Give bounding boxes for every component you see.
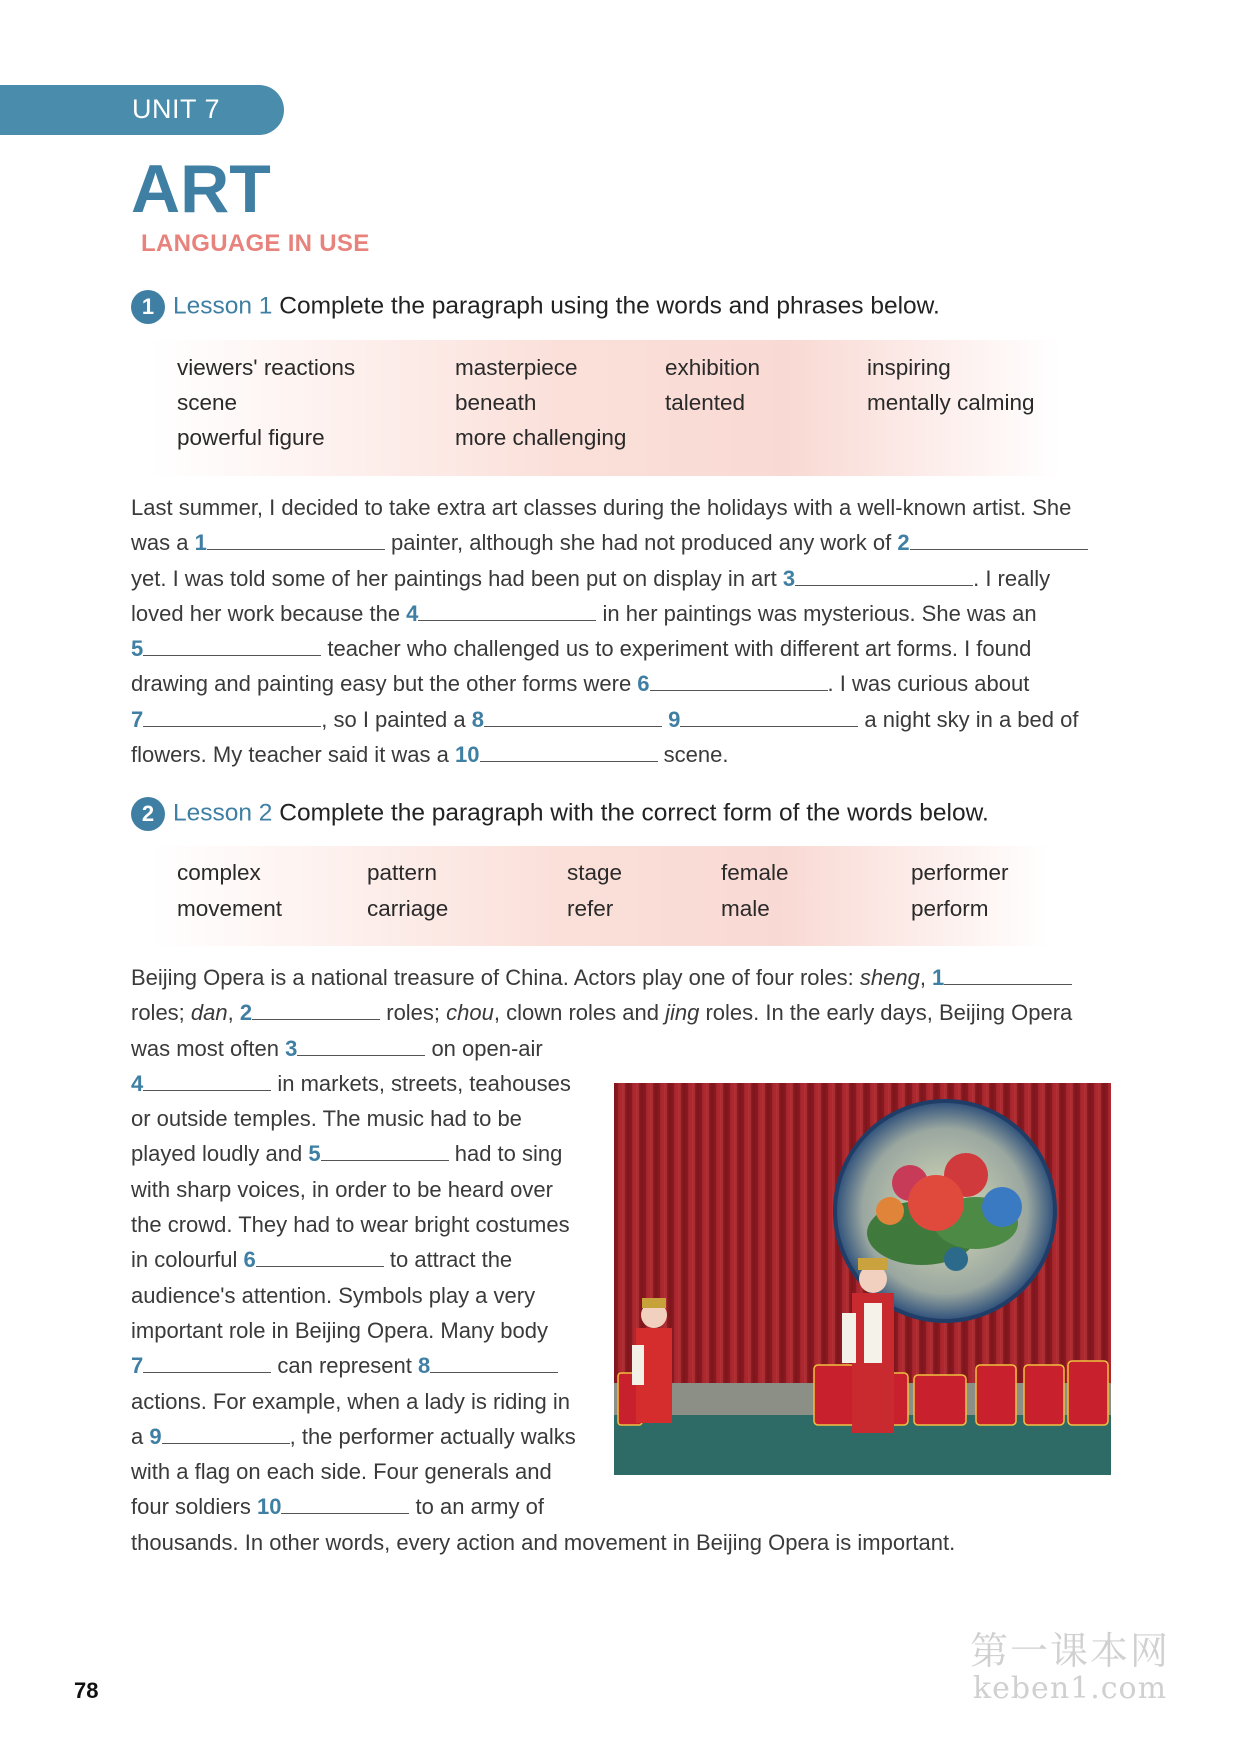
answer-blank[interactable] xyxy=(321,1138,449,1161)
paragraph-line: four soldiers 10 to an army of xyxy=(131,1489,1072,1524)
paragraph-line: thousands. In other words, every action and movement in Beijing Opera is important. xyxy=(131,1529,956,1555)
exercise-number-badge: 1 xyxy=(131,290,165,324)
word-item: refer xyxy=(567,896,614,921)
paragraph-line: 5 teacher who challenged us to experiment with different art forms. I found xyxy=(131,631,1088,666)
paragraph-line: audience's attention. Symbols play a very xyxy=(131,1282,536,1308)
page-number: 78 xyxy=(74,1678,99,1703)
paragraph-line: loved her work because the 4 in her paintings was mysterious. She was an xyxy=(131,596,1088,631)
paragraph-line: was most often 3 on open-air xyxy=(131,1031,1072,1066)
paragraph-line: important role in Beijing Opera. Many body xyxy=(131,1317,548,1343)
paragraph-line: played loudly and 5 had to sing xyxy=(131,1136,1072,1171)
word-item: complex xyxy=(177,860,261,885)
unit-tab xyxy=(0,85,284,135)
word-item: viewers' reactions xyxy=(177,355,356,380)
paragraph-line: 4 in markets, streets, teahouses xyxy=(131,1066,1072,1101)
lesson-label: Lesson 1 xyxy=(173,292,273,320)
word-item: carriage xyxy=(367,896,449,921)
answer-blank[interactable] xyxy=(162,1421,290,1444)
word-item: masterpiece xyxy=(455,355,578,380)
paragraph-line: the crowd. They had to wear bright costumes xyxy=(131,1212,570,1238)
paragraph-line: 7 , so I painted a 8 9 a night sky in a bed of xyxy=(131,702,1088,737)
answer-blank[interactable] xyxy=(297,1033,425,1056)
exercise-instruction: Complete the paragraph with the correct form of the words below. xyxy=(279,799,989,827)
word-item: movement xyxy=(177,896,283,921)
word-item: performer xyxy=(911,860,1009,885)
word-item: perform xyxy=(911,896,989,921)
paragraph-line: was a 1 painter, although she had not produced any work of 2 xyxy=(131,525,1088,560)
answer-blank[interactable] xyxy=(143,633,321,656)
answer-blank[interactable] xyxy=(680,704,858,727)
exercise-instruction: Complete the paragraph using the words and phrases below. xyxy=(279,292,940,320)
word-item: beneath xyxy=(455,390,537,415)
answer-blank[interactable] xyxy=(207,527,385,550)
lesson-label: Lesson 2 xyxy=(173,799,273,827)
word-item: powerful figure xyxy=(177,425,325,450)
answer-blank[interactable] xyxy=(143,704,321,727)
exercise-number-badge: 2 xyxy=(131,797,165,831)
answer-blank[interactable] xyxy=(256,1244,384,1267)
word-item: exhibition xyxy=(665,355,761,380)
paragraph-line: Beijing Opera is a national treasure of China. Actors play one of four roles: sheng, 1 xyxy=(131,960,1072,995)
word-item: male xyxy=(721,896,770,921)
answer-blank[interactable] xyxy=(650,668,828,691)
answer-blank[interactable] xyxy=(430,1350,558,1373)
answer-blank[interactable] xyxy=(944,962,1072,985)
word-item: stage xyxy=(567,860,623,885)
beijing-opera-photo xyxy=(614,1083,1111,1475)
word-item: mentally calming xyxy=(867,390,1035,415)
word-item: inspiring xyxy=(867,355,951,380)
answer-blank[interactable] xyxy=(480,739,658,762)
answer-blank[interactable] xyxy=(143,1350,271,1373)
paragraph-line: actions. For example, when a lady is riding in xyxy=(131,1388,570,1414)
answer-blank[interactable] xyxy=(281,1491,409,1514)
paragraph-line: Last summer, I decided to take extra art classes during the holidays with a well-known artist. She xyxy=(131,495,1072,520)
word-box-2 xyxy=(150,846,1050,946)
answer-blank[interactable] xyxy=(143,1068,271,1091)
page-title: ART xyxy=(131,151,271,227)
word-item: pattern xyxy=(367,860,438,885)
unit-label: UNIT 7 xyxy=(132,94,221,124)
word-item: talented xyxy=(665,390,746,415)
paragraph-line: 7 can represent 8 xyxy=(131,1348,1072,1383)
section-subtitle: LANGUAGE IN USE xyxy=(141,230,370,257)
exercise-2-heading xyxy=(131,797,989,831)
answer-blank[interactable] xyxy=(910,527,1088,550)
word-item: female xyxy=(721,860,789,885)
word-item: more challenging xyxy=(455,425,627,450)
answer-blank[interactable] xyxy=(484,704,662,727)
answer-blank[interactable] xyxy=(418,598,596,621)
exercise-1-paragraph xyxy=(131,490,1088,772)
answer-blank[interactable] xyxy=(252,997,380,1020)
paragraph-line: in colourful 6 to attract the xyxy=(131,1242,1072,1277)
paragraph-line: a 9 , the performer actually walks xyxy=(131,1419,1072,1454)
paragraph-line: with sharp voices, in order to be heard over xyxy=(131,1176,553,1202)
paragraph-line: roles; dan, 2 roles; chou, clown roles and jing roles. In the early days, Beijing Opera xyxy=(131,995,1072,1030)
paragraph-line: or outside temples. The music had to be xyxy=(131,1106,522,1132)
watermark: 第一课本网 keben1.com xyxy=(970,1629,1171,1706)
paragraph-line: yet. I was told some of her paintings had been put on display in art 3 . I really xyxy=(131,561,1088,596)
exercise-1-heading xyxy=(131,290,940,324)
word-item: scene xyxy=(177,390,238,415)
paragraph-line: drawing and painting easy but the other forms were 6 . I was curious about xyxy=(131,666,1088,701)
word-box-1 xyxy=(150,340,1060,476)
answer-blank[interactable] xyxy=(795,563,973,586)
paragraph-line: with a flag on each side. Four generals and xyxy=(131,1459,552,1485)
paragraph-line: flowers. My teacher said it was a 10 scene. xyxy=(131,737,1088,772)
